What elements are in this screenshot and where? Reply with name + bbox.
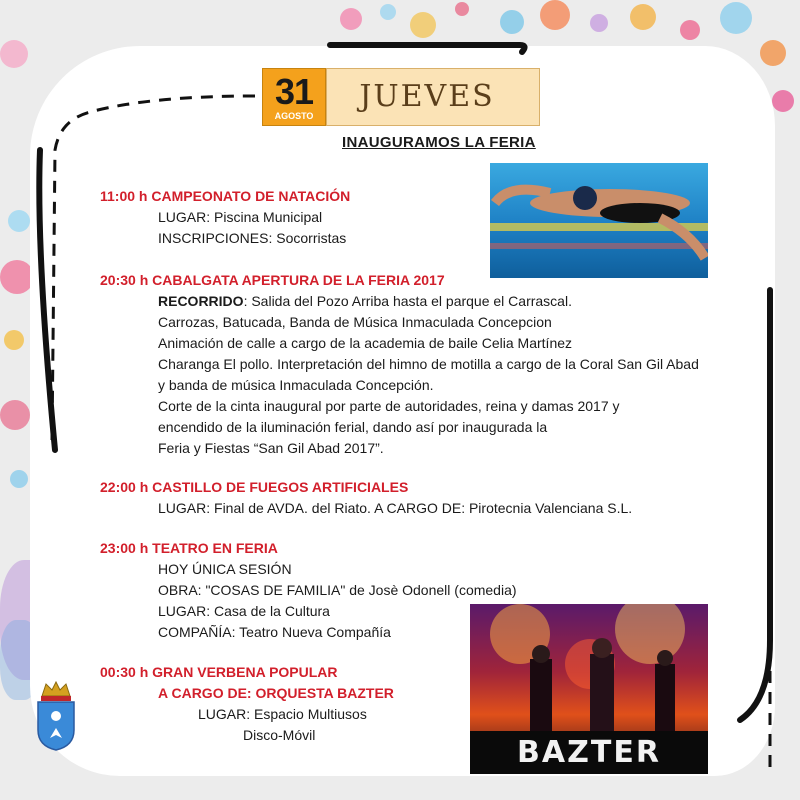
event-theatre-line: HOY ÚNICA SESIÓN <box>158 561 292 577</box>
weekday-label: JUEVES <box>359 79 495 114</box>
event-fireworks-line: LUGAR: Final de AVDA. del Riato. A CARGO DE: Pirotecnia Valenciana S.L. <box>158 500 633 516</box>
event-fireworks-heading: 22:00 h CASTILLO DE FUEGOS ARTIFICIALES <box>100 479 409 495</box>
event-cabalgata-line: Corte de la cinta inaugural por parte de autoridades, reina y damas 2017 y <box>158 398 620 414</box>
event-swim-line: LUGAR: Piscina Municipal <box>158 209 323 225</box>
event-verbena-heading: 00:30 h GRAN VERBENA POPULAR <box>100 664 338 680</box>
event-cabalgata-route <box>158 293 572 309</box>
band-logo-text: BAZTER <box>517 735 661 770</box>
band-photo <box>470 604 708 774</box>
event-cabalgata-line: y banda de música Inmaculada Concepción. <box>158 377 434 393</box>
event-swim-line: INSCRIPCIONES: Socorristas <box>158 230 347 246</box>
route-label: RECORRIDO <box>158 293 244 309</box>
event-cabalgata-heading: 20:30 h CABALGATA APERTURA DE LA FERIA 2017 <box>100 272 445 288</box>
swimmer-photo <box>490 163 708 278</box>
coat-of-arms-icon <box>34 680 78 752</box>
route-text: : Salida del Pozo Arriba hasta el parque el Carrascal. <box>243 293 572 309</box>
date-number: 31 <box>274 71 314 112</box>
event-cabalgata-line: Charanga El pollo. Interpretación del himno de motilla a cargo de la Coral San Gil Abad <box>158 356 699 372</box>
event-cabalgata-line: encendido de la iluminación ferial, dando así por inaugurada la <box>158 419 548 435</box>
event-cabalgata-line: Animación de calle a cargo de la academia de baile Celia Martínez <box>158 335 573 351</box>
event-swim-heading: 11:00 h CAMPEONATO DE NATACIÓN <box>100 188 351 204</box>
date-badge <box>262 68 326 126</box>
event-theatre-line: COMPAÑÍA: Teatro Nueva Compañía <box>158 624 391 640</box>
event-verbena-line: LUGAR: Espacio Multiusos <box>198 706 367 722</box>
event-cabalgata-line: Feria y Fiestas “San Gil Abad 2017”. <box>158 440 384 456</box>
page-subtitle: INAUGURAMOS LA FERIA <box>342 134 536 151</box>
event-theatre-line: LUGAR: Casa de la Cultura <box>158 603 330 619</box>
event-theatre-heading: 23:00 h TEATRO EN FERIA <box>100 540 278 556</box>
band-logo-banner <box>470 731 708 774</box>
event-verbena-heading2: A CARGO DE: ORQUESTA BAZTER <box>158 685 394 701</box>
date-month: AGOSTO <box>274 111 314 121</box>
event-verbena-line: Disco-Móvil <box>243 727 316 743</box>
weekday-badge <box>326 68 540 126</box>
event-cabalgata-line: Carrozas, Batucada, Banda de Música Inmaculada Concepcion <box>158 314 552 330</box>
event-theatre-line: OBRA: "COSAS DE FAMILIA" de Josè Odonell (comedia) <box>158 582 517 598</box>
